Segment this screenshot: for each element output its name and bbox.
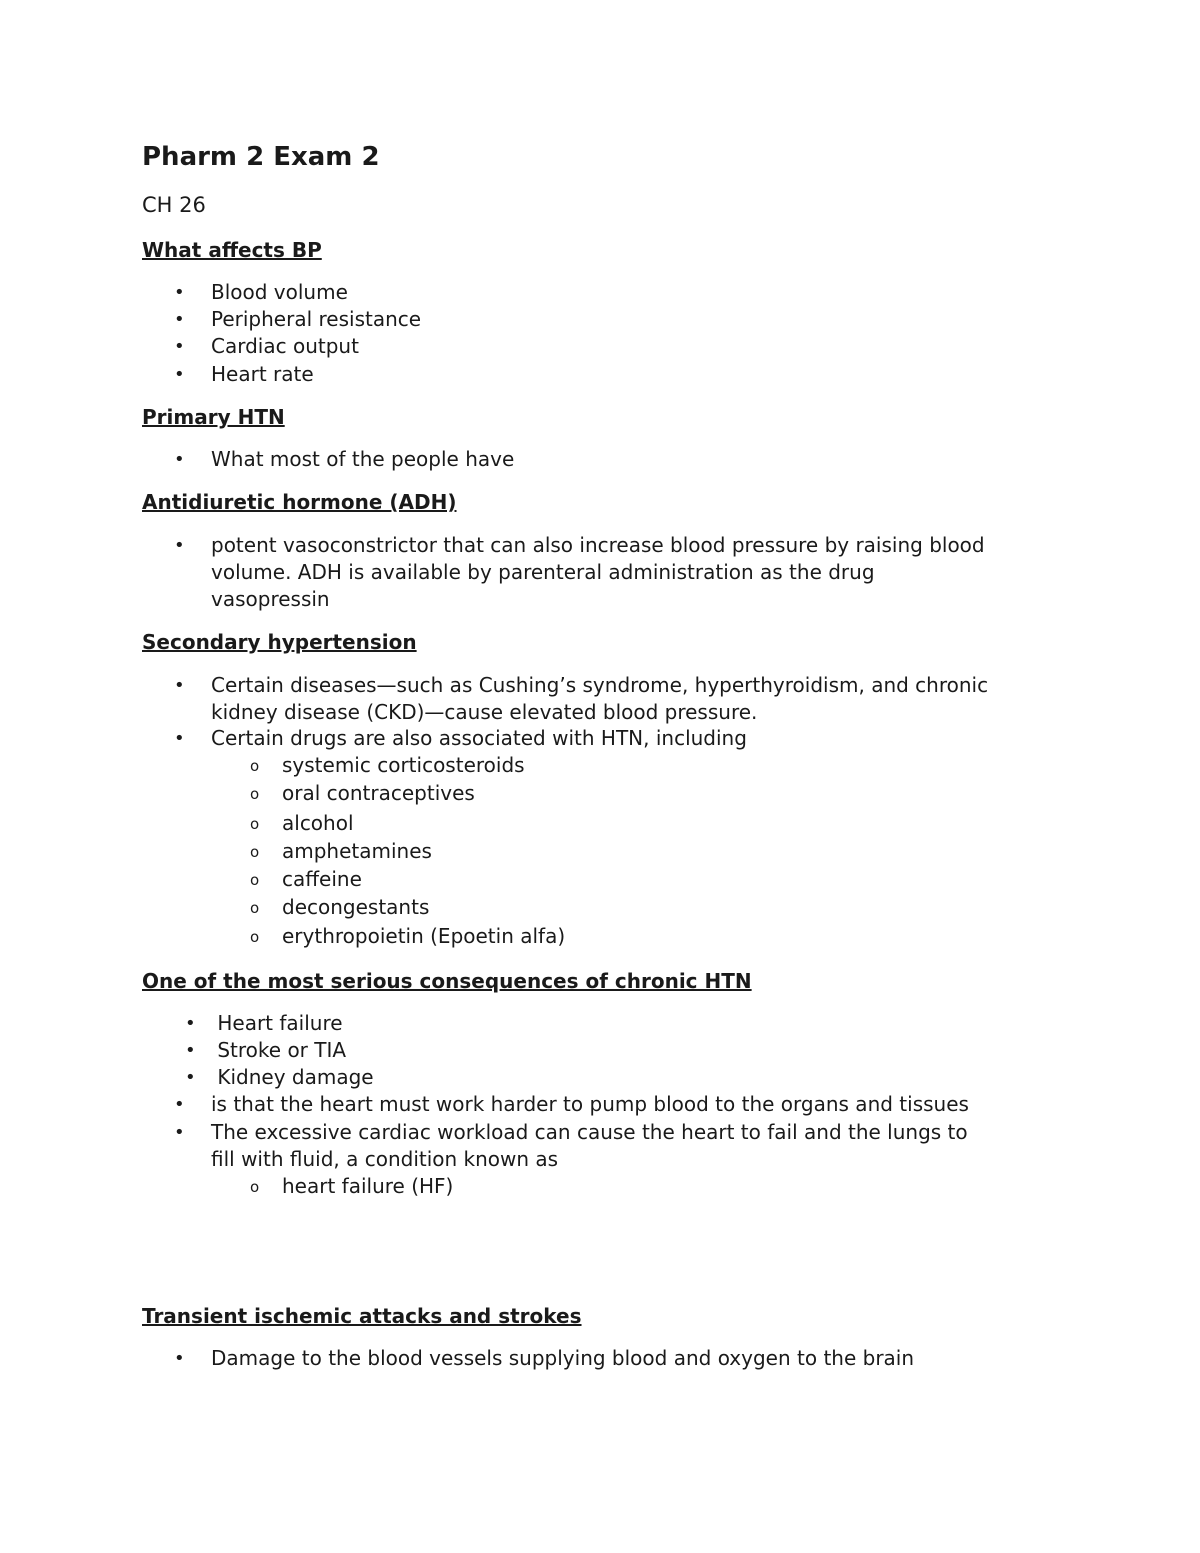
list-item: • Certain drugs are also associated with HTN, including	[174, 726, 747, 750]
sub-list-item: o oral contraceptives	[282, 780, 475, 807]
list-item: • is that the heart must work harder to pump blood to the organs and tissues	[174, 1092, 969, 1116]
circle-bullet-icon: o	[250, 785, 260, 803]
list-item-continuation: vasopressin	[211, 587, 330, 611]
bullet-icon: •	[174, 282, 185, 303]
list-item: • Heart failure	[185, 1011, 343, 1035]
bullet-icon: •	[174, 1348, 185, 1369]
circle-bullet-icon: o	[250, 843, 260, 861]
bullet-icon: •	[174, 675, 185, 696]
section-heading: What affects BP	[142, 238, 322, 262]
list-item-continuation: fill with fluid, a condition known as	[211, 1147, 559, 1171]
list-item: • Cardiac output	[174, 334, 359, 358]
bullet-icon: •	[174, 309, 185, 330]
circle-bullet-icon: o	[250, 899, 260, 917]
sub-list-item: o alcohol	[282, 810, 354, 837]
bullet-icon: •	[174, 728, 185, 749]
section-heading: Transient ischemic attacks and strokes	[142, 1304, 582, 1328]
bullet-icon: •	[174, 1122, 185, 1143]
document-title: Pharm 2 Exam 2	[142, 142, 380, 172]
sub-list-item: o heart failure (HF)	[282, 1173, 453, 1200]
list-item: • Peripheral resistance	[174, 307, 422, 331]
bullet-icon: •	[174, 364, 185, 385]
section-heading: Antidiuretic hormone (ADH)	[142, 490, 457, 514]
bullet-icon: •	[174, 336, 185, 357]
list-item: • Stroke or TIA	[185, 1038, 347, 1062]
circle-bullet-icon: o	[250, 1178, 260, 1196]
list-item: • Kidney damage	[185, 1065, 374, 1089]
list-item: • What most of the people have	[174, 447, 515, 471]
bullet-icon: •	[185, 1067, 196, 1088]
list-item-continuation: kidney disease (CKD)—cause elevated blood pressure.	[211, 700, 758, 724]
circle-bullet-icon: o	[250, 928, 260, 946]
bullet-icon: •	[174, 1094, 185, 1115]
list-item: • potent vasoconstrictor that can also increase blood pressure by raising blood	[174, 533, 985, 557]
list-item: • Certain diseases—such as Cushing’s syndrome, hyperthyroidism, and chronic	[174, 673, 989, 697]
section-heading: Primary HTN	[142, 405, 285, 429]
chapter-label: CH 26	[142, 193, 206, 217]
sub-list-item: o systemic corticosteroids	[282, 752, 525, 779]
circle-bullet-icon: o	[250, 871, 260, 889]
bullet-icon: •	[174, 535, 185, 556]
sub-list-item: o erythropoietin (Epoetin alfa)	[282, 923, 565, 950]
list-item: • The excessive cardiac workload can cause the heart to fail and the lungs to	[174, 1120, 968, 1144]
sub-list-item: o caffeine	[282, 866, 362, 893]
section-heading: Secondary hypertension	[142, 630, 417, 654]
bullet-icon: •	[185, 1013, 196, 1034]
list-item: • Damage to the blood vessels supplying blood and oxygen to the brain	[174, 1346, 915, 1370]
sub-list-item: o decongestants	[282, 894, 429, 921]
bullet-icon: •	[174, 449, 185, 470]
circle-bullet-icon: o	[250, 757, 260, 775]
list-item: • Blood volume	[174, 280, 348, 304]
list-item-continuation: volume. ADH is available by parenteral administration as the drug	[211, 560, 875, 584]
circle-bullet-icon: o	[250, 815, 260, 833]
sub-list-item: o amphetamines	[282, 838, 432, 865]
bullet-icon: •	[185, 1040, 196, 1061]
list-item: • Heart rate	[174, 362, 314, 386]
section-heading: One of the most serious consequences of chronic HTN	[142, 969, 752, 993]
